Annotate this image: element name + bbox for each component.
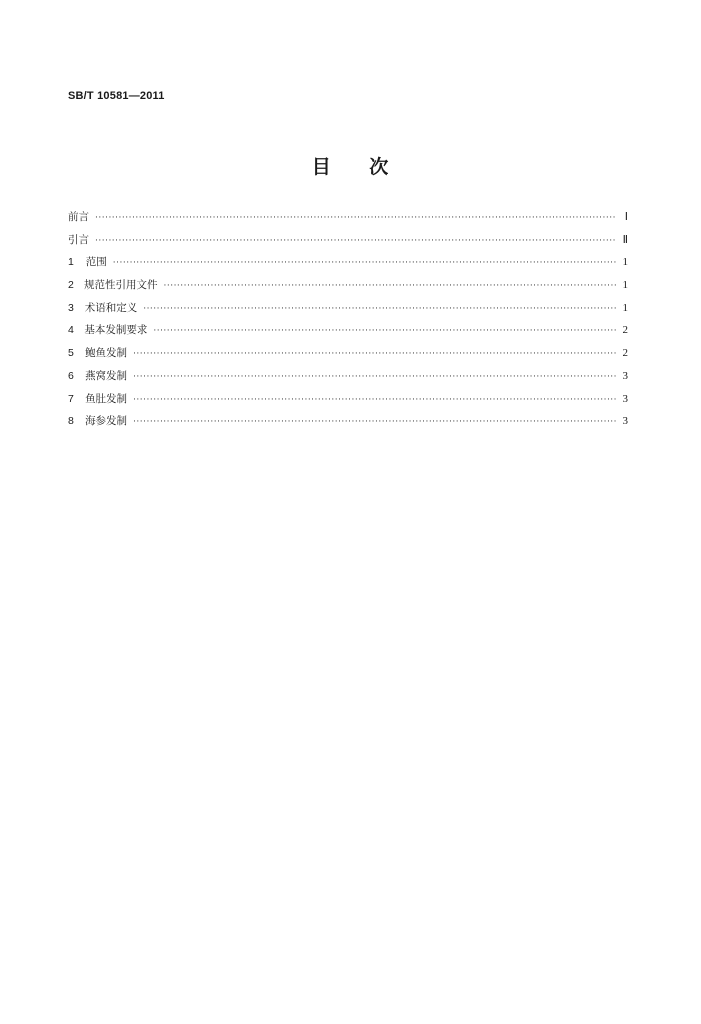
dot-leader — [133, 349, 616, 359]
dot-leader — [143, 304, 616, 314]
dot-leader — [133, 417, 616, 427]
toc-entry-number: 3 — [68, 301, 74, 314]
toc-title: 目 次 — [311, 156, 390, 178]
dot-leader — [95, 213, 616, 223]
toc-entry-label: 规范性引用文件 — [83, 279, 158, 292]
toc-entry-page: 1 — [622, 279, 628, 292]
toc-entry[interactable] — [68, 277, 628, 300]
toc-entry-label: 燕窝发制 — [85, 369, 128, 382]
toc-entry-number: 1 — [68, 256, 74, 269]
dot-leader — [153, 326, 616, 336]
toc-entry-page: 1 — [622, 301, 628, 314]
toc-entry-label: 前言 — [68, 211, 89, 223]
toc-entry[interactable] — [68, 368, 628, 391]
toc-entry[interactable] — [68, 209, 628, 232]
dot-leader — [133, 395, 616, 405]
toc-entry-label: 基本发制要求 — [84, 324, 148, 337]
toc-entry-page: 3 — [622, 415, 628, 428]
toc-entry-label: 范围 — [85, 256, 107, 269]
toc-entry-label: 鱼肚发制 — [85, 392, 128, 405]
dot-leader — [133, 372, 616, 382]
toc-entry[interactable] — [68, 391, 628, 414]
toc-entry-page: Ⅰ — [624, 211, 628, 223]
toc-entry[interactable] — [68, 232, 628, 255]
toc-entry-page: Ⅱ — [622, 233, 628, 246]
toc-entry-number: 4 — [68, 324, 74, 337]
toc-entry[interactable] — [68, 345, 628, 368]
toc-entry[interactable] — [68, 322, 628, 345]
toc-entry-page: 3 — [622, 369, 628, 382]
toc-entry-label: 鲍鱼发制 — [85, 347, 128, 360]
dot-leader — [163, 281, 616, 291]
dot-leader — [95, 236, 616, 246]
toc-entry-number: 7 — [68, 392, 74, 405]
toc-entry-page: 3 — [622, 392, 628, 405]
document-number: SB/T 10581—2011 — [68, 90, 165, 102]
toc-entry-page: 2 — [622, 324, 628, 337]
toc-entry-page: 1 — [622, 256, 628, 269]
toc-entry[interactable] — [68, 254, 628, 277]
dot-leader — [113, 258, 616, 268]
toc-entry-label: 术语和定义 — [84, 301, 138, 314]
toc-entry-number: 8 — [68, 415, 74, 428]
toc-entry-page: 2 — [622, 347, 628, 360]
toc-entry-number: 5 — [68, 347, 74, 360]
toc-entry[interactable] — [68, 413, 628, 436]
toc-entry-number: 6 — [68, 369, 74, 382]
toc-entry[interactable] — [68, 300, 628, 323]
toc-entry-label: 海参发制 — [85, 415, 128, 428]
toc-entry-number: 2 — [68, 279, 74, 292]
table-of-contents — [68, 209, 628, 436]
toc-entry-label: 引言 — [68, 233, 89, 246]
